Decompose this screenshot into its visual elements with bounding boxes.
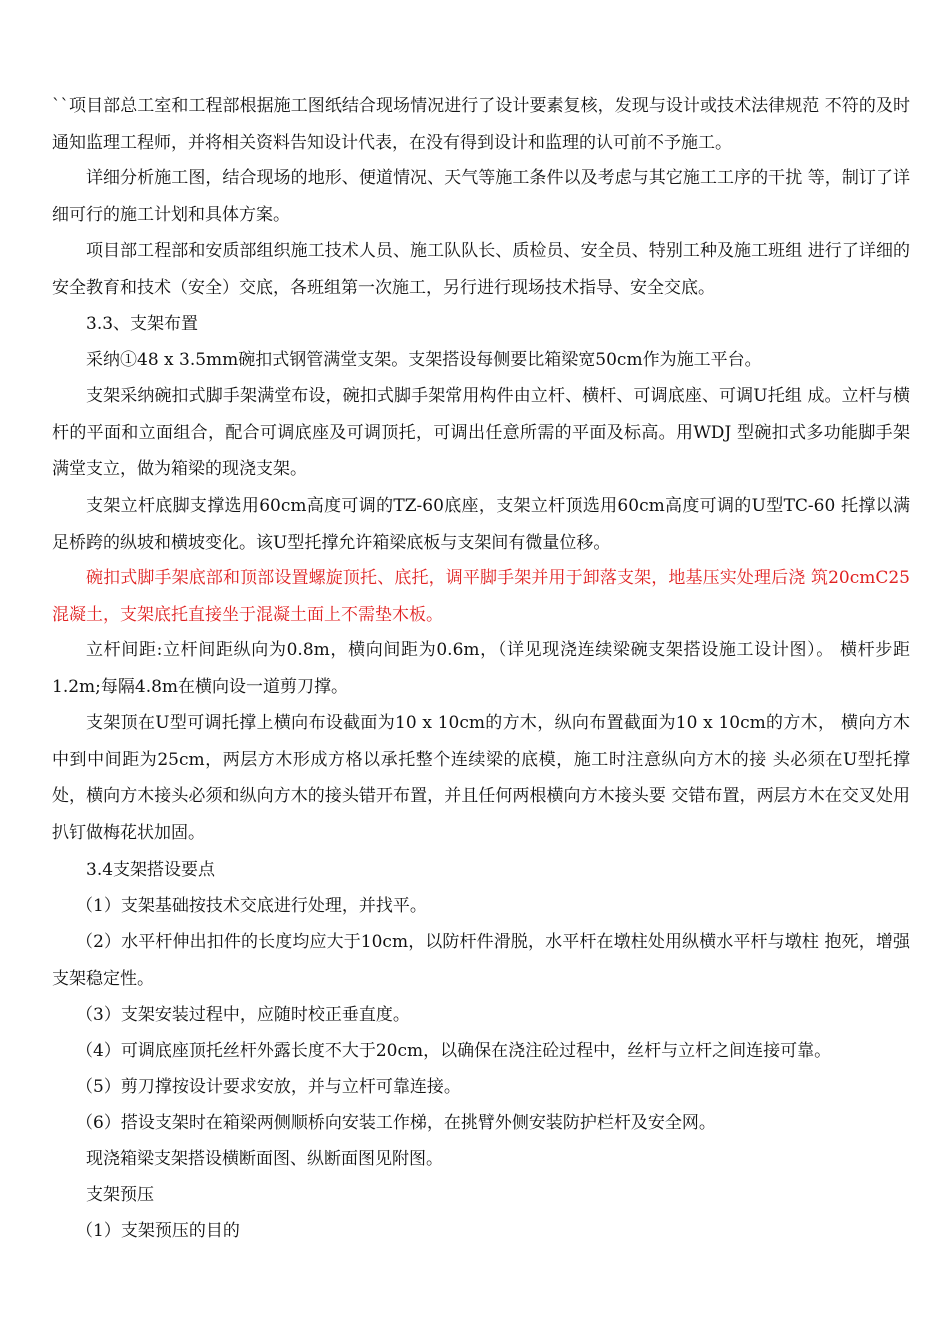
paragraph-scaffold-layout: 支架采纳碗扣式脚手架满堂布设，碗扣式脚手架常用构件由立杆、横杆、可调底座、可调U托组 成。立杆与横杆的平面和立面组合，配合可调底座及可调顶托，可调出任意所需的平面及标高。用WDJ 型碗扣式多功能脚手架满堂支立，做为箱梁的现浇支架。 <box>52 386 910 479</box>
paragraph-construction-plan: 详细分析施工图，结合现场的地形、便道情况、天气等施工条件以及考虑与其它施工工序的干扰 等，制订了详细可行的施工计划和具体方案。 <box>52 168 910 225</box>
paragraph-base-support: 支架立杆底脚支撑选用60cm高度可调的TZ-60底座，支架立杆顶选用60cm高度可调的U型TC-60 托撑以满足桥跨的纵坡和横坡变化。该U型托撑允许箱梁底板与支架间有微量位移。 <box>52 496 910 553</box>
section-heading-preload: 支架预压 <box>86 1185 154 1205</box>
section-heading-3-4: 3.4支架搭设要点 <box>86 860 216 880</box>
list-item-preload-purpose: （1）支架预压的目的 <box>76 1221 240 1241</box>
list-item-5: （5）剪刀撑按设计要求安放，并与立杆可靠连接。 <box>76 1077 461 1097</box>
list-item-2: （2）水平杆伸出扣件的长度均应大于10cm，以防杆件滑脱，水平杆在墩柱处用纵横水平杆与墩柱 抱死，增强支架稳定性。 <box>52 932 910 989</box>
paragraph-design-review: ``项目部总工室和工程部根据施工图纸结合现场情况进行了设计要素复核，发现与设计或技术法律规范 不符的及时通知监理工程师，并将相关资料告知设计代表，在没有得到设计和监理的认可前不予施工。 <box>52 96 910 153</box>
list-item-3: （3）支架安装过程中，应随时校正垂直度。 <box>76 1005 410 1025</box>
list-item-6: （6）搭设支架时在箱梁两侧顺桥向安装工作梯，在挑臂外侧安装防护栏杆及安全网。 <box>76 1113 716 1133</box>
paragraph-pole-spacing: 立杆间距:立杆间距纵向为0.8m，横向间距为0.6m，（详见现浇连续梁碗支架搭设施工设计图）。 横杆步距1.2m;每隔4.8m在横向设一道剪刀撑。 <box>52 640 910 697</box>
paragraph-safety-briefing: 项目部工程部和安质部组织施工技术人员、施工队队长、质检员、安全员、特别工种及施工班组 进行了详细的安全教育和技术（安全）交底，各班组第一次施工，另行进行现场技术指导、安全交底。 <box>52 241 910 298</box>
paragraph-highlight-foundation: 碗扣式脚手架底部和顶部设置螺旋顶托、底托，调平脚手架并用于卸落支架，地基压实处理后浇 筑20cmC25混凝土，支架底托直接坐于混凝土面上不需垫木板。 <box>52 568 910 625</box>
list-item-4: （4）可调底座顶托丝杆外露长度不大于20cm，以确保在浇注砼过程中，丝杆与立杆之间连接可靠。 <box>76 1041 832 1061</box>
paragraph-attachment-note: 现浇箱梁支架搭设横断面图、纵断面图见附图。 <box>86 1149 443 1169</box>
list-item-1: （1）支架基础按技术交底进行处理，并找平。 <box>76 896 427 916</box>
paragraph-timber-layout: 支架顶在U型可调托撑上横向布设截面为10 x 10cm的方木，纵向布置截面为10 x 10cm的方木， 横向方木中到中间距为25cm，两层方木形成方格以承托整个连续梁的底模，施工时注意纵向方木的接 头必须在U型托撑处，横向方木接头必须和纵向方木的接头错开布置，并且任何两根横向方木接头要 交错布置，两层方木在交叉处用扒钉做梅花状加固。 <box>52 713 910 843</box>
section-heading-3-3: 3.3、支架布置 <box>86 314 199 334</box>
paragraph-scaffold-spec: 采纳①48 x 3.5mm碗扣式钢管满堂支架。支架搭设每侧要比箱梁宽50cm作为施工平台。 <box>86 350 762 370</box>
